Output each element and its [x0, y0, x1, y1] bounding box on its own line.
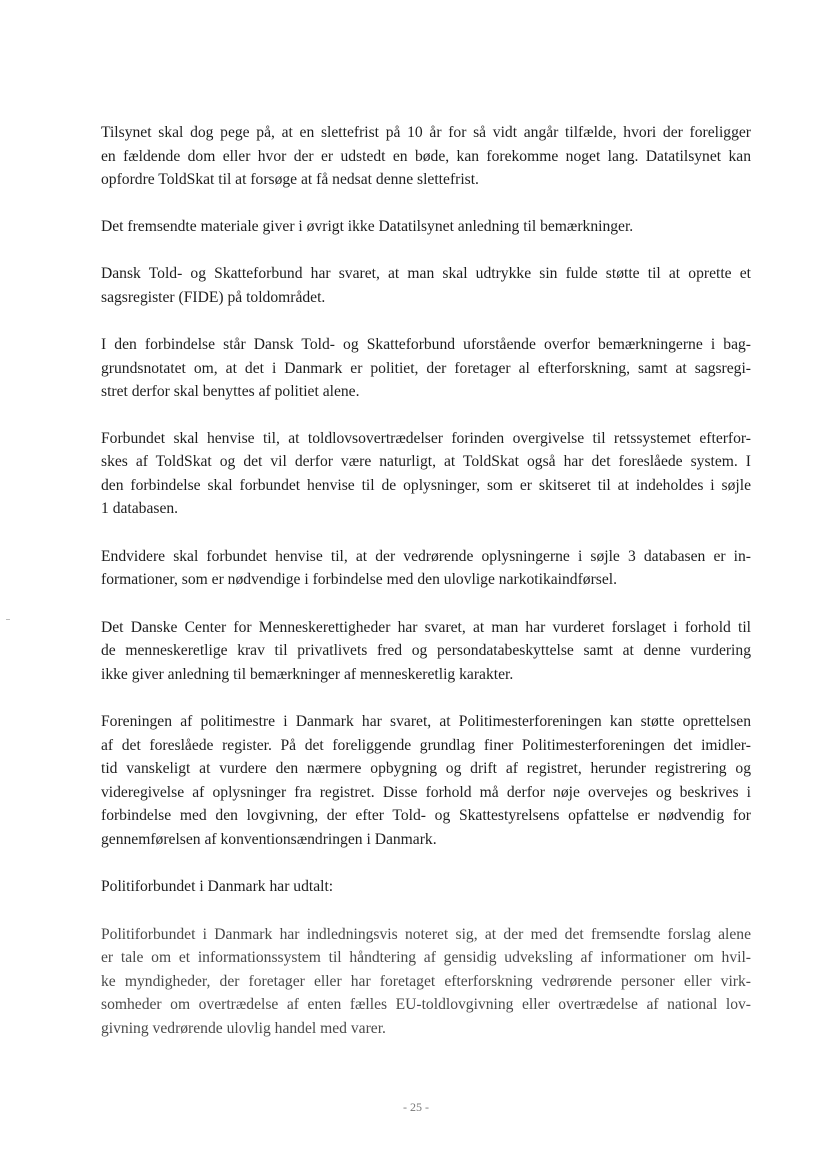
text-line: Endvidere skal forbundet henvise til, at der vedrørende oplysningerne i søjle 3 databasen er in- — [101, 547, 751, 565]
text-line: af det foreslåede register. På det foreliggende grundlag finer Politimesterforeningen det imidler- — [101, 736, 751, 754]
paragraph — [101, 262, 751, 309]
paragraph-gap — [101, 592, 751, 616]
text-line: opfordre ToldSkat til at forsøge at få nedsat denne slettefrist. — [101, 171, 479, 188]
text-line: er tale om et informationssystem til håndtering af gensidig udveksling af informationer om hvil- — [101, 949, 751, 966]
paragraph-gap — [101, 899, 751, 923]
paragraph-gap — [101, 192, 751, 215]
paragraph — [101, 121, 751, 192]
text-line: skes af ToldSkat og det vil derfor være naturligt, at ToldSkat også har det foreslåede system. I — [101, 453, 751, 470]
text-line: Politiforbundet i Danmark har udtalt: — [101, 878, 334, 895]
text-line: tid vanskeligt at vurdere den nærmere opbygning og drift af registret, herunder registrering og — [101, 760, 751, 777]
paragraph — [101, 545, 751, 592]
text-line: sagsregister (FIDE) på toldområdet. — [101, 288, 326, 306]
text-line: gennemførelsen af konventionsændringen i Danmark. — [101, 830, 437, 848]
text-line: en fældende dom eller hvor der er udstedt en bøde, kan forekomme noget lang. Datatilsynet kan — [101, 147, 751, 165]
text-line: somheder om overtrædelse af enten fælles EU-toldlovgivning eller overtrædelse af national lov- — [101, 996, 751, 1013]
text-line: Det Danske Center for Menneskerettigheder har svaret, at man har vurderet forslaget i forhold til — [101, 618, 751, 636]
text-line: formationer, som er nødvendige i forbindelse med den ulovlige narkotikaindførsel. — [101, 571, 617, 588]
text-line: ikke giver anledning til bemærkninger af menneskeretlig karakter. — [101, 665, 514, 683]
paragraph — [101, 215, 751, 239]
paragraph-gap — [101, 404, 751, 427]
text-line: forbindelse med den lovgivning, der efter Told- og Skattestyrelsens opfattelse er nødvendig for — [101, 807, 751, 824]
text-line: I den forbindelse står Dansk Told- og Skatteforbund uforstående overfor bemærkningerne i bag- — [101, 336, 751, 353]
text-line: Dansk Told- og Skatteforbund har svaret, at man skal udtrykke sin fulde støtte til at oprette et — [101, 265, 751, 282]
text-line: 1 databasen. — [101, 500, 179, 517]
page-number: - 25 - — [403, 1100, 429, 1114]
text-line: Politiforbundet i Danmark har indledningsvis noteret sig, at der med det fremsendte forslag alene — [101, 925, 751, 943]
text-line: Det fremsendte materiale giver i øvrigt ikke Datatilsynet anledning til bemærkninger. — [101, 217, 634, 235]
paragraph-gap — [101, 521, 751, 545]
text-line: stret derfor skal benyttes af politiet alene. — [101, 383, 360, 400]
text-line: givning vedrørende ulovlig handel med varer. — [101, 1019, 386, 1037]
paragraph — [101, 710, 751, 851]
paragraph — [101, 875, 751, 899]
paragraph — [101, 923, 751, 1041]
paragraph-gap — [101, 851, 751, 875]
text-line: Foreningen af politimestre i Danmark har svaret, at Politimesterforeningen kan støtte oprettelsen — [101, 713, 751, 730]
paragraph-gap — [101, 309, 751, 333]
paragraph — [101, 333, 751, 404]
text-line: den forbindelse skal forbundet henvise til de oplysninger, som er skitseret til at indeholdes i søjle — [101, 476, 751, 494]
document-body — [101, 121, 751, 1040]
text-line: Forbundet skal henvise til, at toldlovsovertrædelser forinden overgivelse til retssystemet efterfor- — [101, 429, 751, 447]
text-line: grundsnotatet om, at det i Danmark er politiet, der foretager al efterforskning, samt at sagsregi- — [101, 359, 751, 377]
paragraph — [101, 616, 751, 687]
paragraph-gap — [101, 238, 751, 262]
text-line: Tilsynet skal dog pege på, at en slettefrist på 10 år for så vidt angår tilfælde, hvori der foreligger — [101, 124, 751, 141]
paragraph-gap — [101, 686, 751, 710]
text-line: ke myndigheder, der foretager eller har foretaget efterforskning vedrørende personer eller virk- — [101, 972, 751, 990]
text-line: de menneskeretlige krav til privatlivets fred og persondatabeskyttelse samt at denne vurdering — [101, 642, 751, 659]
paragraph — [101, 427, 751, 521]
margin-mark — [6, 619, 10, 620]
text-line: videregivelse af oplysninger fra registret. Disse forhold må derfor nøje overvejes og beskrives i — [101, 783, 751, 801]
